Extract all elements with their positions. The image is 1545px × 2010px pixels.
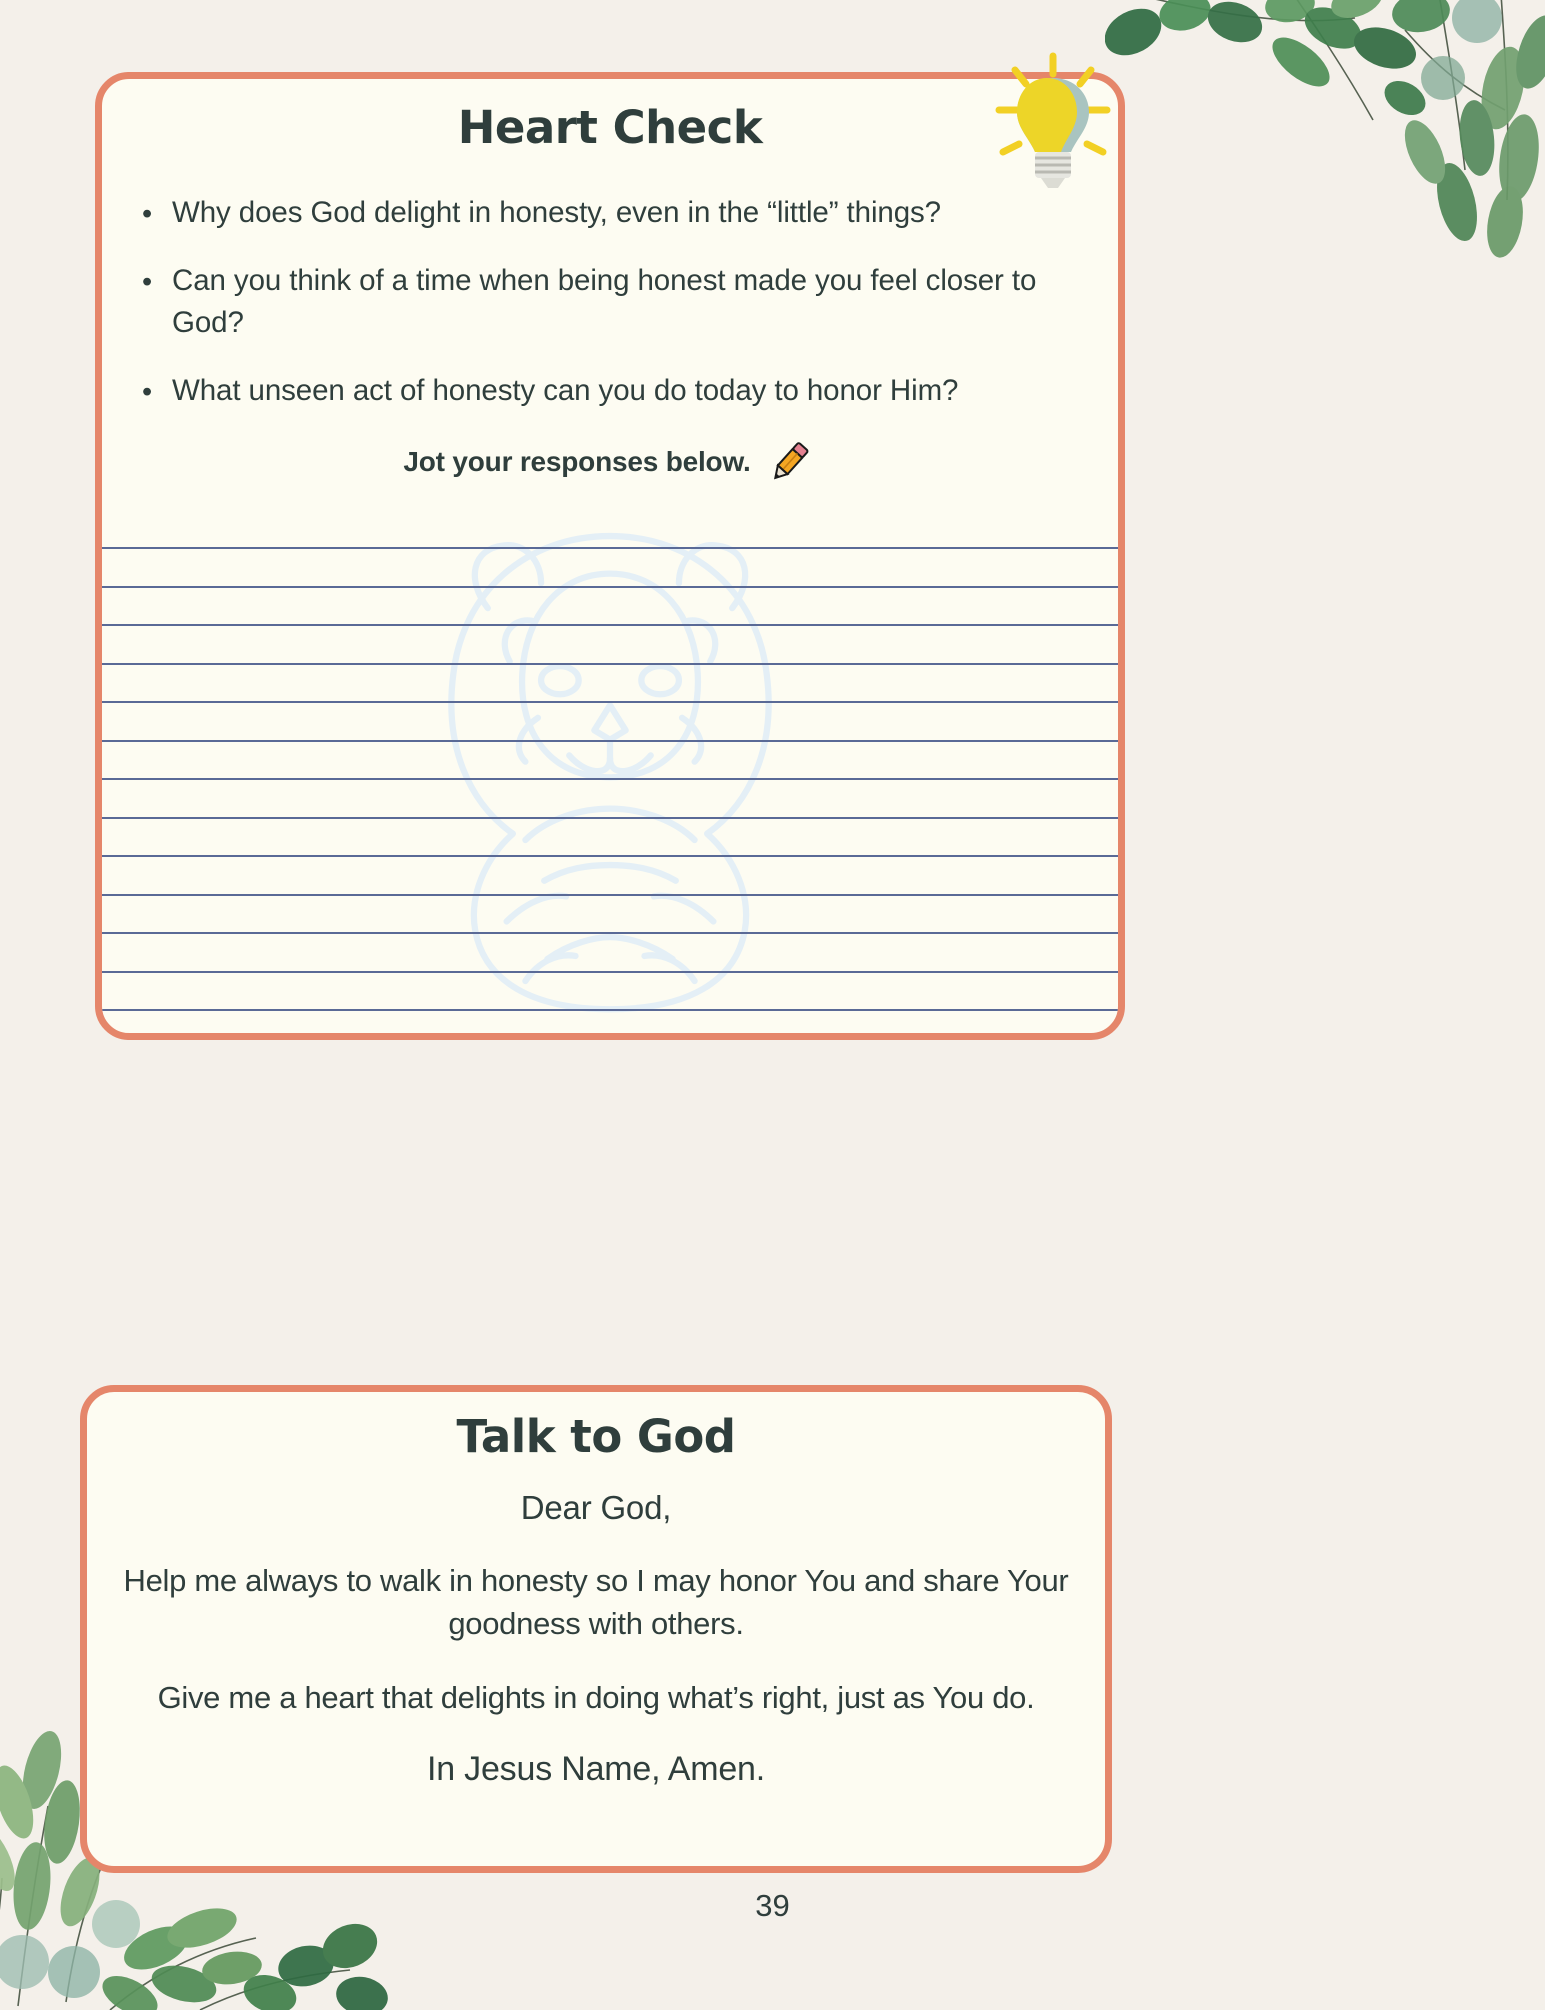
bullet-icon: • xyxy=(142,375,153,408)
prayer-closing: In Jesus Name, Amen. xyxy=(426,1750,766,1789)
rule-line xyxy=(102,701,1118,703)
heart-check-card xyxy=(95,72,1125,1040)
talk-to-god-title: Talk to God xyxy=(456,1410,736,1463)
bullet-icon: • xyxy=(142,198,153,231)
rule-line xyxy=(102,932,1118,934)
list-item xyxy=(120,192,1078,234)
rule-line xyxy=(102,855,1118,857)
list-item xyxy=(120,260,1078,344)
rule-line xyxy=(102,1009,1118,1011)
prayer-line-1: Help me always to walk in honesty so I may honor You and share Your goodness with others. xyxy=(123,1563,1069,1641)
reflection-question-list xyxy=(102,154,1118,412)
rule-line xyxy=(102,894,1118,896)
rule-line xyxy=(102,624,1118,626)
page-number: 39 xyxy=(755,1888,790,1923)
talk-to-god-card xyxy=(80,1385,1112,1873)
jot-prompt-row xyxy=(102,438,1118,486)
question-text: What unseen act of honesty can you do today to honor Him? xyxy=(172,373,959,407)
question-text: Can you think of a time when being honest made you feel closer to God? xyxy=(172,263,1037,339)
prayer-salutation: Dear God, xyxy=(520,1489,672,1526)
ruled-lines xyxy=(102,529,1118,1033)
bullet-icon: • xyxy=(142,266,153,299)
prayer-line-2: Give me a heart that delights in doing what’s right, just as You do. xyxy=(157,1679,1035,1715)
pencil-icon xyxy=(765,438,813,486)
rule-line xyxy=(102,740,1118,742)
rule-line xyxy=(102,817,1118,819)
list-item xyxy=(120,370,1078,412)
rule-line xyxy=(102,971,1118,973)
journal-writing-area[interactable] xyxy=(102,529,1118,1033)
rule-line xyxy=(102,778,1118,780)
question-text: Why does God delight in honesty, even in the “little” things? xyxy=(172,196,941,229)
eucalyptus-decoration-top-right xyxy=(1105,0,1545,300)
rule-line xyxy=(102,663,1118,665)
prayer-body xyxy=(87,1489,1105,1789)
heart-check-title: Heart Check xyxy=(457,101,763,154)
rule-line xyxy=(102,547,1118,549)
jot-prompt-text: Jot your responses below. xyxy=(403,445,751,477)
rule-line xyxy=(102,586,1118,588)
